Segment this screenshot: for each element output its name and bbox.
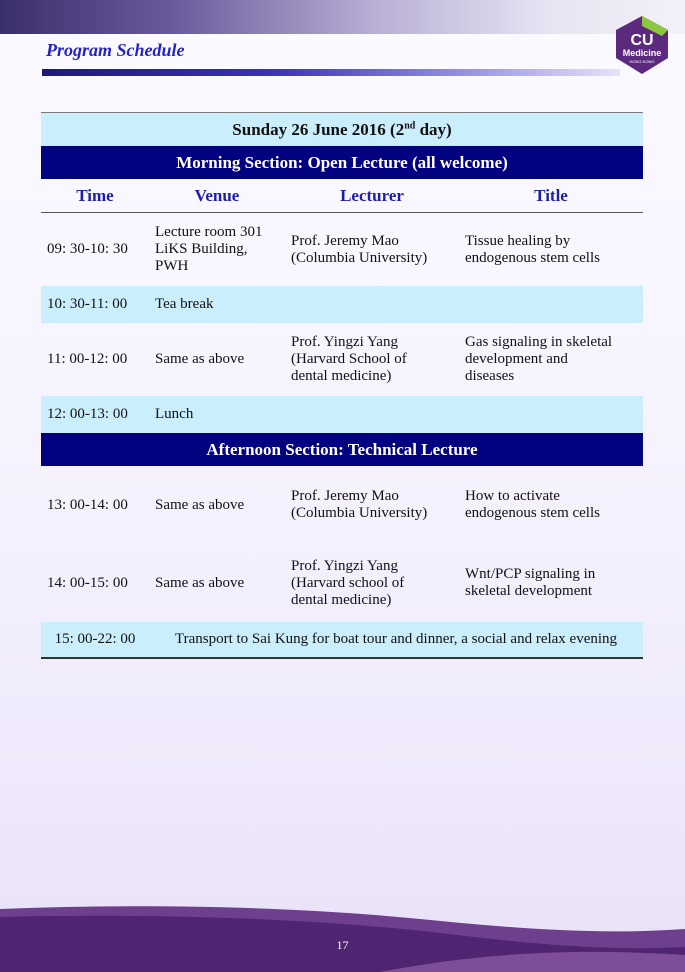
time-cell: 12: 00-13: 00 (41, 396, 149, 433)
time-cell: 13: 00-14: 00 (47, 496, 128, 513)
logo-medicine-text: Medicine (622, 48, 662, 58)
schedule-table (41, 112, 643, 659)
transport-cell: Transport to Sai Kung for boat tour and dinner, a social and relax evening (149, 622, 643, 658)
lecturer-cell: Prof. Jeremy Mao (Columbia University) (291, 232, 428, 266)
morning-section-header: Morning Section: Open Lecture (all welcome) (41, 146, 643, 179)
table-row (41, 396, 643, 433)
table-row (41, 213, 643, 287)
lecturer-cell: Prof. Jeremy Mao (Columbia University) (291, 488, 428, 521)
col-title: Title (459, 179, 643, 213)
col-lecturer: Lecturer (285, 179, 459, 213)
column-header-row (41, 179, 643, 213)
table-row (41, 622, 643, 658)
time-cell: 14: 00-15: 00 (47, 574, 128, 591)
day-header: Sunday 26 June 2016 (2nd day) (41, 113, 643, 147)
venue-cell: Same as above (155, 351, 245, 367)
morning-section-row (41, 146, 643, 179)
cu-medicine-logo (612, 14, 672, 76)
venue-cell: Lecture room 301 LiKS Building, PWH (155, 224, 263, 274)
table-row (41, 466, 643, 544)
time-cell: 09: 30-10: 30 (47, 241, 128, 257)
col-time: Time (41, 179, 149, 213)
lecturer-cell: Prof. Yingzi Yang (Harvard school of dental medicine) (291, 557, 405, 608)
afternoon-section-row (41, 433, 643, 466)
title-cell: How to activate endogenous stem cells (465, 488, 600, 521)
page-number: 17 (336, 938, 349, 952)
top-banner (0, 0, 685, 34)
venue-cell: Tea break (149, 286, 643, 323)
title-cell: Wnt/PCP signaling in skeletal development (465, 566, 596, 599)
title-cell: Tissue healing by endogenous stem cells (465, 232, 600, 266)
page-title: Program Schedule (46, 40, 185, 60)
time-cell: 11: 00-12: 00 (47, 351, 128, 367)
venue-cell: Lunch (149, 396, 643, 433)
time-cell: 15: 00-22: 00 (41, 622, 149, 658)
time-cell: 10: 30-11: 00 (41, 286, 149, 323)
day-header-row (41, 113, 643, 147)
footer-wave (0, 895, 685, 972)
venue-cell: Same as above (155, 574, 245, 591)
table-row (41, 544, 643, 622)
venue-cell: Same as above (155, 496, 245, 513)
table-row (41, 286, 643, 323)
col-venue: Venue (149, 179, 285, 213)
title-cell: Gas signaling in skeletal development and diseases (465, 334, 613, 384)
afternoon-section-header: Afternoon Section: Technical Lecture (41, 433, 643, 466)
logo-hongkong-text: HONG KONG (629, 59, 655, 64)
header-rule (42, 69, 620, 76)
logo-cu-text: CU (630, 32, 654, 49)
lecturer-cell: Prof. Yingzi Yang (Harvard School of dental medicine) (291, 334, 407, 384)
table-row (41, 323, 643, 396)
